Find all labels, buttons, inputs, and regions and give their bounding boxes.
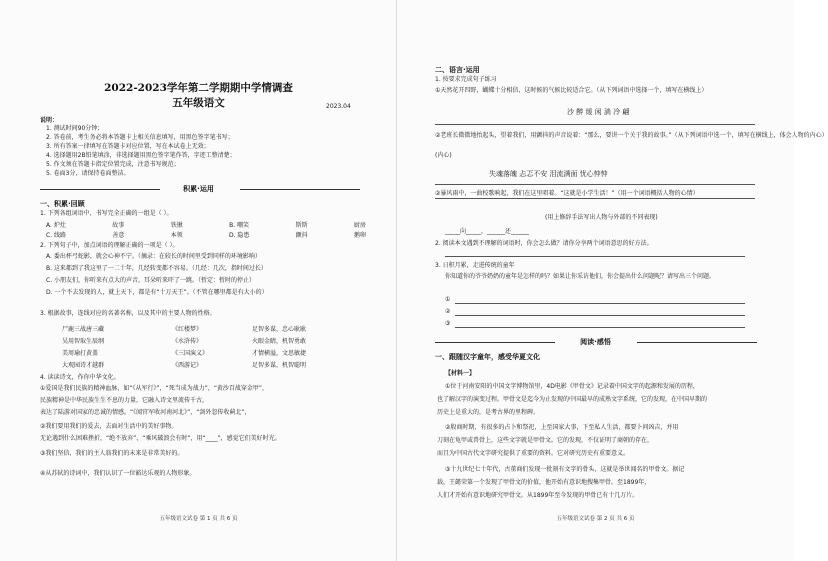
answer-line[interactable] bbox=[445, 256, 745, 257]
q1-text: ①天然花开四野，蝴蝶十分相信，这时候的气候比较适合它。（从下列词语中选择一个，填写在横线上） bbox=[435, 87, 708, 94]
q4-item-label: ① bbox=[445, 296, 451, 303]
q4-item-label: ③ bbox=[445, 320, 451, 327]
q4-text: 你知道你的爷爷奶奶的童年是怎样的吗？如果让你采访他们，你会提出什么问题呢？请写出三个问题。 bbox=[445, 273, 716, 280]
answer-line[interactable] bbox=[435, 198, 755, 199]
q2-text: ②暴风雨中，一曲校歌响起，我们在这里唱着。“这就是小学生活！”（用一个词语概括人物的心情） bbox=[435, 190, 699, 197]
section-heading: 阅读·感悟 bbox=[580, 338, 611, 346]
answer-line[interactable] bbox=[455, 327, 745, 328]
material-line: 而且为中国古代文字研究提供了重要的资料。它对研究历史有重要意义。 bbox=[437, 450, 630, 457]
section-1-heading: 一、积累·回顾 bbox=[40, 200, 85, 208]
q1-2-text: ②老班长微微地抬起头，望着我们，用颤抖的声音说着：“那么，要讲一个关于我的故事。”（从下列词语中选一个，填写在横线上，体会人物的内心） bbox=[435, 132, 828, 139]
reading-heading: 一、跟随汉字童年，感受华夏文化 bbox=[435, 353, 540, 361]
trait: 才情横溢，文思敏捷 bbox=[252, 350, 307, 357]
story: 大观园诗才越群 bbox=[62, 362, 105, 369]
q4-line: ②我们要用我们的爱去，去面对生活中的美好事物。 bbox=[40, 423, 178, 430]
note-line: 5. 作文须在答题卡指定位置完成，注意书写规范； bbox=[46, 161, 180, 168]
trait: 火眼金睛，机智勇敢 bbox=[252, 338, 307, 345]
option: 颤抖 bbox=[295, 232, 308, 239]
question-3: 3. 根据故事，连线对应的名著名称，以及其中的主要人物的性格。 bbox=[40, 310, 216, 317]
option: 鹅卵 bbox=[353, 232, 366, 239]
book: 《三国演义》 bbox=[172, 350, 209, 357]
option: 铁锹 bbox=[170, 222, 183, 229]
q2-option: A. 委出杯弓蛇影，就会心神不宁。（摘录：在较长的时间里受到同样的环境影响） bbox=[46, 253, 261, 260]
note-line: 1. 测试时间90分钟； bbox=[46, 125, 104, 132]
story: 吴用智取生辰纲 bbox=[62, 338, 105, 345]
page-right bbox=[397, 0, 828, 561]
q4-line: ④从苏轼的诗词中，我们认识了一位豁达乐观的人物形象。 bbox=[40, 470, 196, 477]
question-4: 4. 读读诗文，作你中华文化。 bbox=[40, 374, 120, 381]
q2-option: D. 一个不去发现的人，就上天下，都是有“十万天王”。（不管在哪里都是有大小的） bbox=[46, 289, 268, 296]
question-1: 1. 下列各组词语中，书写完全正确的一组是（ ）。 bbox=[40, 210, 173, 217]
material-line: 也了解汉字的演变过程。甲骨文是迄今为止发现的中国最早的成熟文字系统，它的发现，在中国早期的 bbox=[437, 396, 708, 403]
exam-date: 2023.04 bbox=[326, 103, 351, 110]
q2-blank[interactable]: _____向_____，______还______ bbox=[445, 228, 530, 235]
answer-line[interactable] bbox=[455, 303, 745, 304]
page-left bbox=[0, 0, 397, 561]
book: 《西游记》 bbox=[172, 362, 203, 369]
option: 善意 bbox=[112, 232, 125, 239]
q4-line: ③我们坚信，我们的主人翁我们的未来是非常美好的。 bbox=[40, 450, 184, 457]
material-line: ③十九世纪七十年代，古董商们发现一批刻有文字的骨头，这就是举世闻名的甲骨文。据记 bbox=[445, 466, 685, 473]
option: 本领 bbox=[170, 232, 183, 239]
material-line: 历史上是重大的，是考古界的里程碑。 bbox=[437, 409, 540, 416]
section-2-heading: 二、语言·运用 bbox=[435, 66, 480, 74]
page-footer: 五年级语文试卷 第 1 页 共 6 页 bbox=[159, 516, 238, 522]
option: 斯斯 bbox=[295, 222, 308, 229]
material-line: ②殷商时期，有很多的占卜和祭祀，上至国家大事，下至私人生活，都要卜问凶吉，并用 bbox=[445, 424, 679, 431]
trait: 足智多谋，机智聪明 bbox=[252, 362, 307, 369]
option: B. 嘲笑 bbox=[229, 222, 250, 229]
option: 故事 bbox=[112, 222, 125, 229]
q3-text: 2. 阅读本文遇到不理解的词语时，你会怎么做？请你分享两个词语意思的好方法。 bbox=[435, 240, 653, 247]
page-footer: 五年级语文试卷 第 2 页 共 6 页 bbox=[556, 516, 635, 522]
q4-item-label: ② bbox=[445, 308, 451, 315]
q1-options-row bbox=[46, 230, 366, 239]
q1-options-row bbox=[46, 220, 366, 229]
q2-option: B. 这来都到了我这里了一二十年，几经转变都不容易。（几经：几次，指时间过长） bbox=[46, 265, 267, 272]
story: 尸鹿三战唐三藏 bbox=[62, 326, 105, 333]
q4-heading: 3. 日积月累，走进传统的童年 bbox=[435, 262, 515, 269]
answer-line[interactable] bbox=[455, 315, 745, 316]
q3-row bbox=[62, 324, 306, 333]
option: D. 隐患 bbox=[228, 232, 250, 239]
note-line: 5. 卷面3分，请保持卷面整洁。 bbox=[46, 170, 130, 177]
q3-row bbox=[62, 336, 306, 345]
word-bank: 失魂落魄 忐忑不安 泪流满面 忧心忡忡 bbox=[489, 170, 608, 178]
story: 美周瑜打黄盖 bbox=[62, 350, 99, 357]
section-heading: 积累·运用 bbox=[183, 185, 214, 193]
question-1: 1. 按要求完成句子练习 bbox=[435, 76, 497, 83]
note-line: 4. 选择题用2B铅笔填涂，非选择题用黑色签字笔作答，字迹工整清楚； bbox=[46, 152, 236, 159]
material-line: 载，王懿荣第一个发现了甲骨文的价值，他开始有意识地搜集甲骨。至1899年， bbox=[437, 479, 651, 486]
divider bbox=[240, 189, 360, 190]
note-line: 3. 所有答案一律填写在答题卡对应位置，写在本试卷上无效； bbox=[46, 143, 210, 150]
material-line: 刀刻在龟甲或兽骨上，这些文字就是甲骨文。它的发现，不仅证明了商朝的存在， bbox=[437, 437, 654, 444]
note-line: 2. 答卷前，考生务必将本答题卡上相关信息填写，用黑色签字笔书写； bbox=[46, 134, 234, 141]
book: 《红楼梦》 bbox=[172, 326, 203, 333]
exam-title: 2022-2023学年第二学期期中学情调查 bbox=[104, 82, 293, 94]
option: A. 炉灶 bbox=[46, 222, 66, 229]
divider bbox=[637, 342, 757, 343]
book: 《水浒传》 bbox=[172, 338, 203, 345]
q3-row bbox=[62, 348, 306, 357]
q4-line: ①爱国是我们民族的精神血脉，如“《从军行》”，“死当成为战力”，“黄沙百战穿金甲”， bbox=[40, 385, 269, 392]
notes-heading: 说明： bbox=[40, 117, 59, 124]
q2-option: C. 小朋友们，你听来有点大的声音，耳朵听来吓了一跳。（暂定：暂时的停止） bbox=[46, 277, 256, 284]
answer-line[interactable] bbox=[435, 184, 755, 185]
q2-hint: (用上修辞手法写出人物与外部的不同表现) bbox=[545, 214, 658, 221]
option: 厨房 bbox=[353, 222, 366, 229]
material-line: 人们才开始有意识地研究甲骨文。从1899年至今发现的甲骨已有十几万片。 bbox=[437, 492, 639, 499]
q4-line: 无论遇到什么困难挫折，“绝不放弃”，“乘风破浪会有时”，用“____”，感觉它们美好时光。 bbox=[40, 435, 281, 442]
q3-row bbox=[62, 360, 306, 369]
q4-line: 表达了陆游对国家的忠诚的情感。“《闻官军收河南河北》”，“剑外忽传收蓟北”， bbox=[40, 409, 251, 416]
exam-subtitle: 五年级语文 bbox=[172, 97, 225, 109]
answer-line[interactable] bbox=[435, 124, 755, 125]
material-line: ①位于河南安阳的中国文字博物馆里，4D电影《甲骨文》记录着中国文字的起源和发展的历程， bbox=[445, 383, 699, 390]
option: C. 线路 bbox=[46, 232, 67, 239]
q1-2-hint: (内心) bbox=[435, 152, 452, 159]
q4-line: 民族精神是中华民族生生不息的力量，它融入诗文里流传千古， bbox=[40, 397, 209, 404]
question-2: 2. 下列句子中，加点词语的理解正确的一项是（ ）。 bbox=[40, 242, 179, 249]
word-bank: 沙 醉 缓 闲 淌 冷 翩 bbox=[567, 108, 630, 116]
trait: 足智多谋，忠心耿耿 bbox=[252, 326, 307, 333]
material-label: 【材料一】 bbox=[445, 370, 476, 377]
